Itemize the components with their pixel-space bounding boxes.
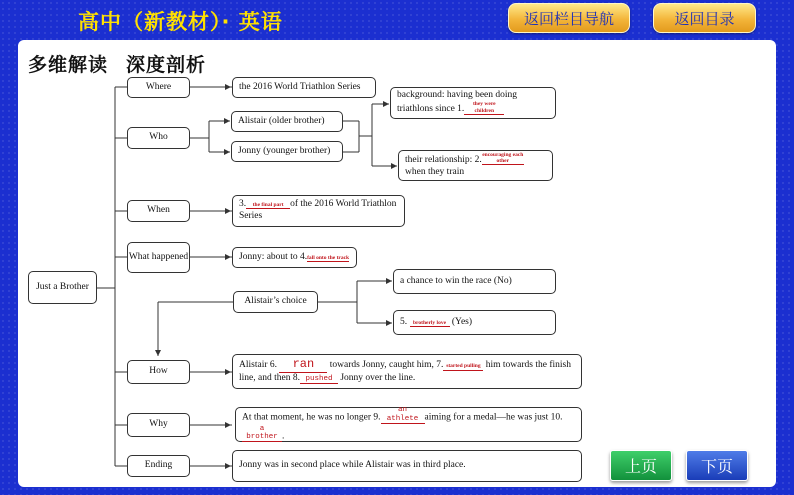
how-answer [232, 354, 582, 389]
category-where: Where [127, 77, 190, 98]
how-text-2: towards Jonny, caught him, 7. [329, 360, 444, 371]
category-who: Who [127, 127, 190, 149]
blank-8-answer: pushed [300, 375, 338, 384]
blank-1-answer: they were children [464, 101, 504, 114]
category-what-happened: What happened [127, 242, 190, 273]
choice-option-chance: a chance to win the race (No) [393, 269, 556, 294]
blank-10-answer: a brother [242, 425, 282, 443]
next-page-button[interactable]: 下页 [686, 450, 748, 481]
why-answer [235, 407, 582, 442]
who-background [390, 87, 556, 119]
blank-7-answer: started pulling [443, 363, 483, 370]
category-when: When [127, 200, 190, 222]
how-text-3: him towards the finish line, and then 8. [239, 360, 571, 383]
option2-text: (Yes) [451, 316, 473, 327]
why-text-1: At that moment, he was no longer 9. [242, 412, 381, 423]
where-answer: the 2016 World Triathlon Series [232, 77, 376, 98]
page-title: 高中（新教材）· 英语 [78, 10, 283, 34]
blank-2-answer: encouraging each other [482, 152, 524, 165]
who-relationship [398, 150, 553, 181]
alistair-choice: Alistair’s choice [233, 291, 318, 313]
how-text-4: Jonny over the line. [340, 372, 416, 383]
relationship-text: their relationship: 2. [405, 155, 482, 166]
background-text: background: having been doing triathlons since 1. [397, 89, 518, 115]
when-answer [232, 195, 405, 227]
option2-num: 5. [400, 316, 408, 327]
blank-6-answer: ran [279, 358, 327, 372]
category-why: Why [127, 413, 190, 437]
back-to-section-nav-button[interactable]: 返回栏目导航 [508, 3, 630, 33]
who-alistair: Alistair (older brother) [231, 111, 343, 132]
what-text: Jonny: about to 4. [239, 251, 308, 262]
ending-answer: Jonny was in second place while Alistair was in third place. [232, 450, 582, 482]
category-how: How [127, 360, 190, 384]
why-text-2: aiming for a medal—he was just 10. [424, 412, 563, 423]
when-text: of the 2016 World Triathlon Series [239, 199, 397, 221]
heading-part1: 多维解读 [28, 54, 109, 76]
who-jonny: Jonny (younger brother) [231, 141, 343, 162]
what-answer [232, 247, 357, 268]
heading-part2: 深度剖析 [126, 54, 207, 76]
blank-9-answer: an athlete [381, 406, 425, 424]
prev-page-button[interactable]: 上页 [610, 450, 672, 481]
blank-5-answer: brotherly love [410, 320, 450, 327]
why-text-3: . [282, 430, 285, 441]
back-to-toc-button[interactable]: 返回目录 [653, 3, 756, 33]
how-text-1: Alistair 6. [239, 360, 277, 371]
blank-3-answer: the final part [246, 202, 290, 209]
blank-4-answer: fall onto the track [307, 254, 350, 261]
mindmap-root: Just a Brother [28, 271, 97, 304]
relationship-text-end: when they train [405, 167, 465, 178]
when-num: 3. [239, 199, 247, 210]
category-ending: Ending [127, 455, 190, 477]
choice-option-love [393, 310, 556, 335]
